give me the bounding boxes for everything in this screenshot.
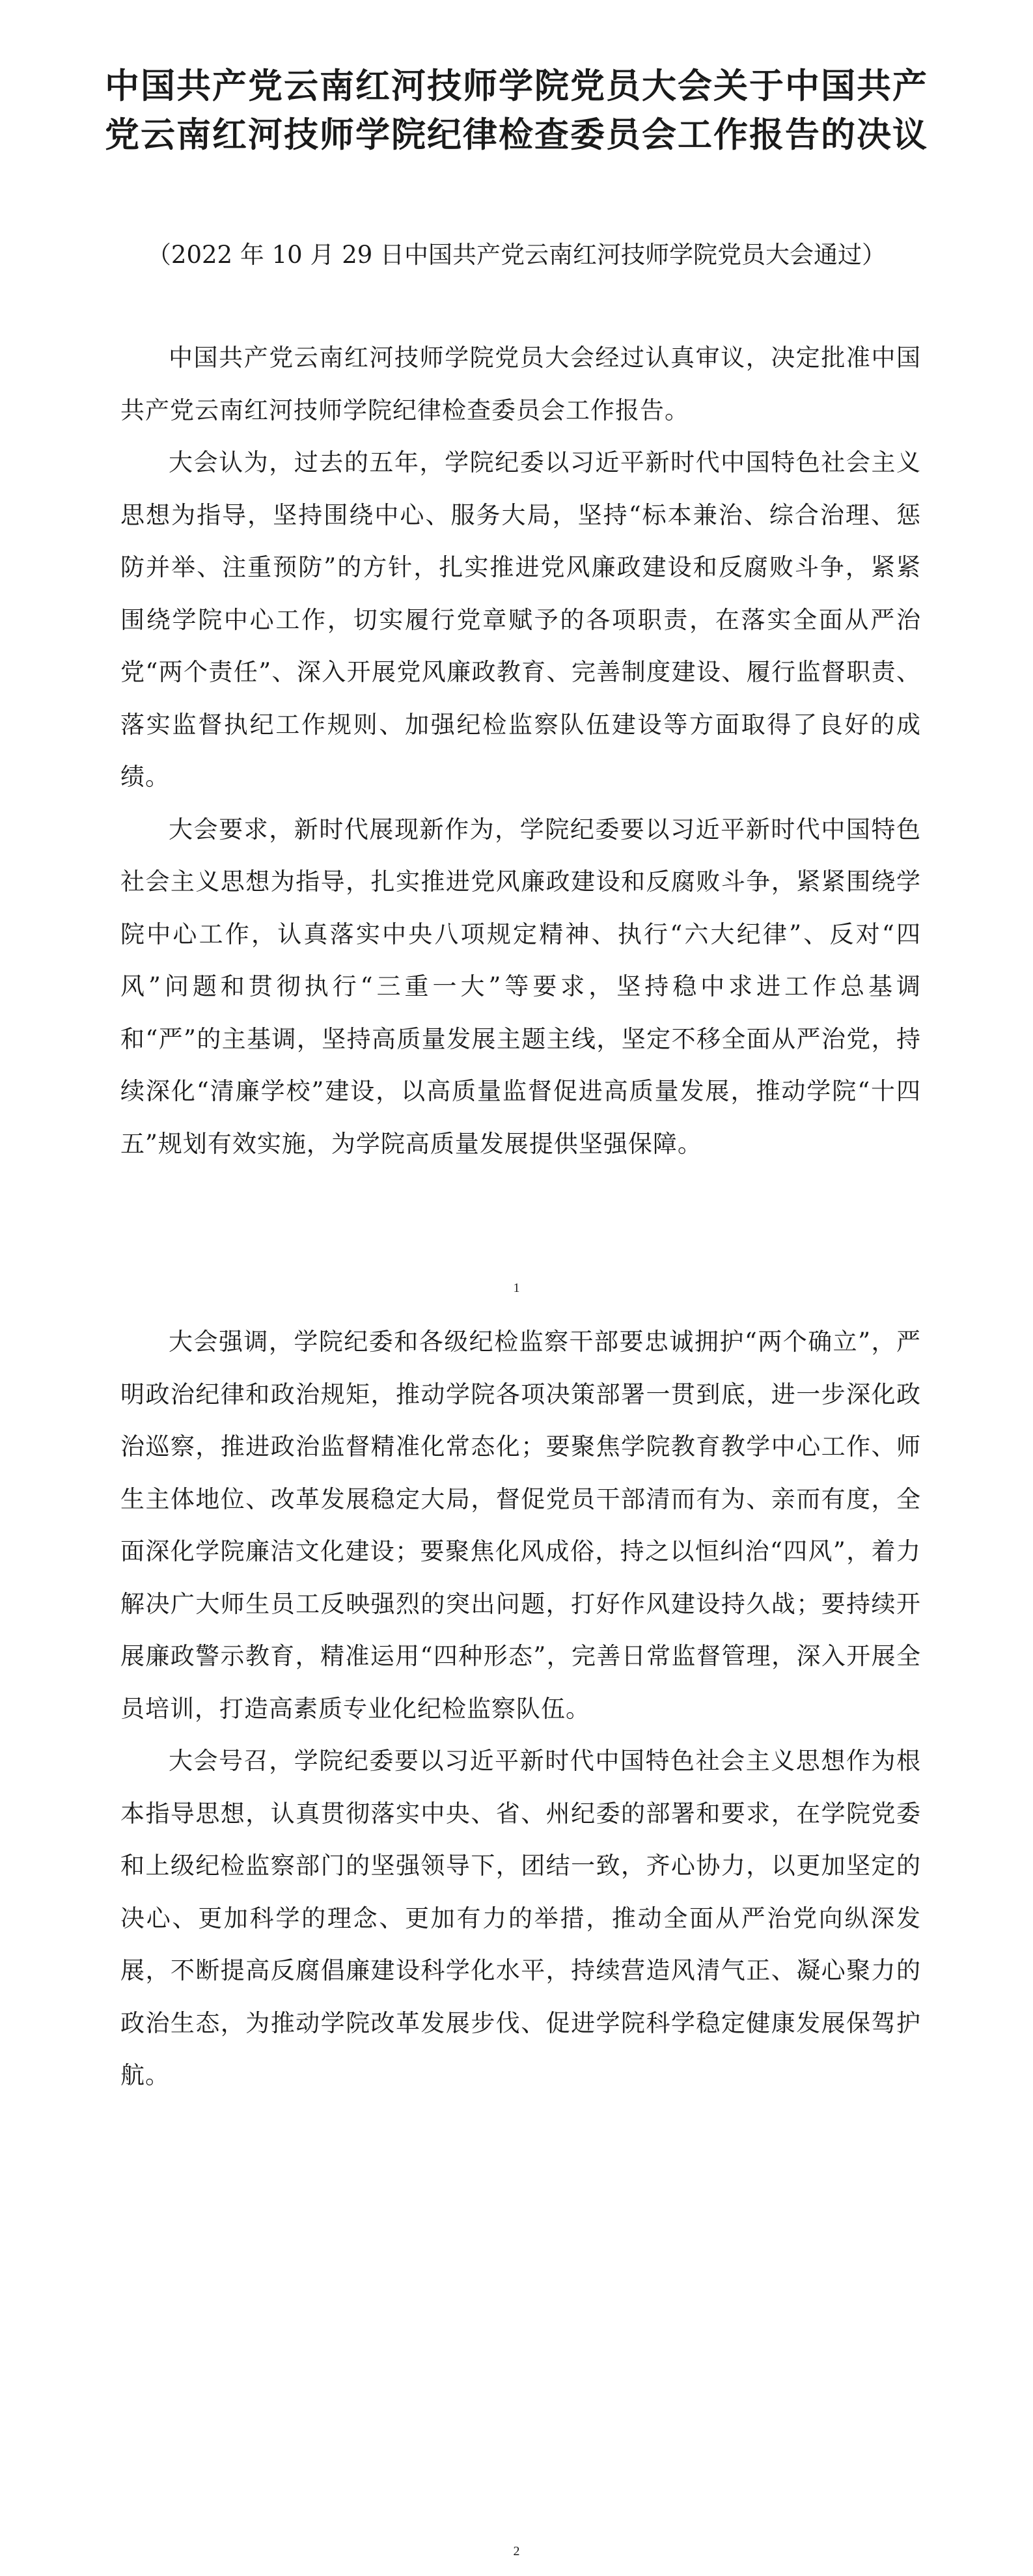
- document-title: 中国共产党云南红河技师学院党员大会关于中国共产党云南红河技师学院纪律检查委员会工作报告的决议: [105, 66, 928, 155]
- document-subtitle: （2022 年 10 月 29 日中国共产党云南红河技师学院党员大会通过）: [146, 241, 887, 269]
- paragraph-requirements: 大会要求，新时代展现新作为，学院纪委要以习近平新时代中国特色社会主义思想为指导，扎实推进党风廉政建设和反腐败斗争，紧紧围绕学院中心工作，认真落实中央八项规定精神、执行“六大纪律”、反对“四风”问题和贯彻执行“三重一大”等要求，坚持稳中求进工作总基调和“严”的主基调，坚持高质量发展主题主线，坚定不移全面从严治党，持续深化“清廉学校”建设，以高质量监督促进高质量发展，推动学院“十四五”规划有效实施，为学院高质量发展提供坚强保障。: [120, 815, 921, 1158]
- paragraph-assessment: 大会认为，过去的五年，学院纪委以习近平新时代中国特色社会主义思想为指导，坚持围绕中心、服务大局，坚持“标本兼治、综合治理、惩防并举、注重预防”的方针，扎实推进党风廉政建设和反腐败斗争，紧紧围绕学院中心工作，切实履行党章赋予的各项职责，在落实全面从严治党“两个责任”、深入开展党风廉政教育、完善制度建设、履行监督职责、落实监督执纪工作规则、加强纪检监察队伍建设等方面取得了良好的成绩。: [120, 448, 921, 791]
- page-number: 2: [513, 2544, 520, 2558]
- document-body-page-1: [120, 332, 921, 1170]
- document-body-page-2: [120, 1316, 921, 2102]
- paragraph-call-to-action: 大会号召，学院纪委要以习近平新时代中国特色社会主义思想作为根本指导思想，认真贯彻落实中央、省、州纪委的部署和要求，在学院党委和上级纪检监察部门的坚强领导下，团结一致，齐心协力，以更加坚定的决心、更加科学的理念、更加有力的举措，推动全面从严治党向纵深发展，不断提高反腐倡廉建设科学化水平，持续营造风清气正、凝心聚力的政治生态，为推动学院改革发展步伐、促进学院科学稳定健康发展保驾护航。: [120, 1747, 921, 2089]
- page-number: 1: [513, 1281, 520, 1295]
- paragraph-emphasis: 大会强调，学院纪委和各级纪检监察干部要忠诚拥护“两个确立”，严明政治纪律和政治规矩，推动学院各项决策部署一贯到底，进一步深化政治巡察，推进政治监督精准化常态化；要聚焦学院教育教学中心工作、师生主体地位、改革发展稳定大局，督促党员干部清而有为、亲而有度，全面深化学院廉洁文化建设；要聚焦化风成俗，持之以恒纠治“四风”，着力解决广大师生员工反映强烈的突出问题，打好作风建设持久战；要持续开展廉政警示教育，精准运用“四种形态”，完善日常监督管理，深入开展全员培训，打造高素质专业化纪检监察队伍。: [120, 1328, 921, 1723]
- paragraph-approval: 中国共产党云南红河技师学院党员大会经过认真审议，决定批准中国共产党云南红河技师学院纪律检查委员会工作报告。: [120, 344, 921, 424]
